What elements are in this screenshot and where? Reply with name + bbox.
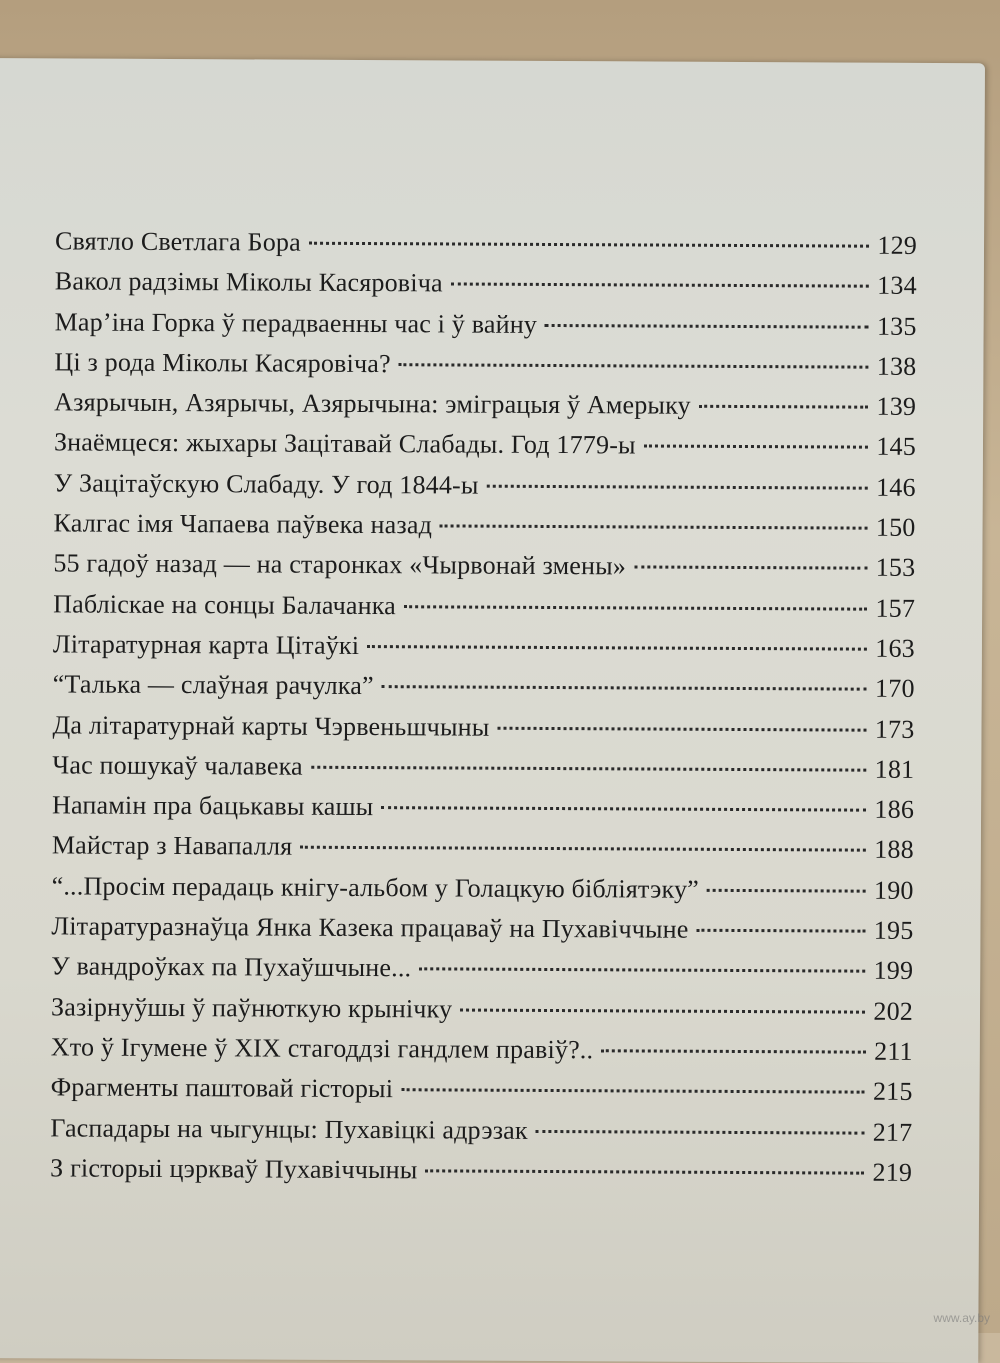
toc-entry	[51, 952, 913, 997]
book-page	[0, 58, 985, 1363]
dot-leader	[460, 1008, 865, 1013]
toc-entry	[52, 750, 914, 795]
toc-entry	[50, 1073, 912, 1118]
dot-leader	[426, 1169, 865, 1174]
toc-entry	[52, 831, 914, 876]
toc-entry-title: У вандроўках па Пухаўшчыне...	[51, 951, 412, 983]
toc-entry-title: Майстар з Навапалля	[51, 830, 293, 862]
dot-leader	[404, 605, 868, 610]
dot-leader	[382, 685, 867, 691]
dot-leader	[311, 766, 867, 772]
toc-entry	[53, 629, 915, 674]
toc-entry-page-number: 181	[874, 754, 915, 784]
toc-entry	[51, 911, 913, 956]
toc-entry	[53, 670, 915, 715]
dot-leader	[309, 242, 870, 248]
toc-entry-page-number: 134	[877, 270, 917, 301]
toc-entry-page-number: 211	[874, 1036, 913, 1066]
toc-entry-title: Святло Светлага Бора	[54, 226, 301, 257]
toc-entry-title: Напамін пра бацькавы кашы	[52, 790, 374, 822]
toc-entry-page-number: 138	[876, 351, 917, 381]
toc-entry-page-number: 219	[872, 1157, 913, 1187]
toc-entry-title: Азярычын, Азярычы, Азярычына: эміграцыя ў Амерыку	[54, 387, 691, 420]
dot-leader	[440, 524, 868, 529]
toc-entry-title: 55 гадоў назад — на старонках «Чырвонай змены»	[53, 548, 627, 581]
toc-entry-title: Час пошукаў чалавека	[52, 750, 303, 781]
dot-leader	[545, 324, 869, 329]
toc-entry-page-number: 139	[876, 391, 917, 422]
toc-entry	[52, 791, 914, 836]
toc-entry-page-number: 173	[874, 714, 915, 744]
toc-entry-title: “...Просім перадаць кнігу-альбом у Голацкую бібліятэку”	[51, 871, 700, 904]
toc-entry	[53, 549, 915, 594]
toc-entry-page-number: 186	[874, 794, 915, 825]
toc-entry-page-number: 145	[876, 432, 917, 462]
watermark: www.ay.by	[933, 1311, 990, 1325]
dot-leader	[699, 405, 869, 409]
toc-entry-page-number: 150	[875, 512, 916, 542]
toc-entry	[54, 468, 916, 513]
toc-entry-title: Знаёмцеся: жыхары Зацітавай Слабады. Год 1779-ы	[53, 427, 636, 460]
dot-leader	[707, 889, 866, 893]
toc-entry	[54, 428, 916, 473]
toc-entry-title: З гісторыі цэркваў Пухавіччыны	[50, 1153, 418, 1185]
toc-entry	[55, 226, 917, 271]
toc-entry-page-number: 153	[875, 553, 916, 583]
dot-leader	[367, 645, 867, 651]
toc-entry-title: Ці з рода Міколы Касяровіча?	[54, 347, 391, 379]
toc-entry-page-number: 190	[873, 875, 914, 905]
toc-entry-title: Калгас імя Чапаева паўвека назад	[53, 508, 433, 540]
toc-entry-page-number: 157	[875, 593, 916, 623]
dot-leader	[487, 484, 869, 489]
toc-entry	[54, 388, 916, 433]
toc-entry-page-number: 217	[872, 1117, 913, 1147]
toc-entry-page-number: 135	[876, 311, 917, 341]
toc-entry-title: “Талька — слаўная рачулка”	[52, 669, 374, 701]
toc-entry-page-number: 202	[873, 996, 914, 1026]
dot-leader	[634, 566, 868, 570]
toc-entry	[51, 992, 913, 1037]
dot-leader	[536, 1129, 865, 1134]
toc-entry	[51, 1032, 913, 1077]
toc-entry-title: Мар’іна Горка ў перадваенны час і ў вайну	[54, 306, 538, 339]
toc-entry-page-number: 129	[877, 230, 918, 260]
dot-leader	[401, 1088, 865, 1093]
toc-entry-page-number: 146	[876, 472, 916, 502]
toc-entry-title: Да літаратурнай карты Чэрвеньшчыны	[52, 709, 490, 742]
toc-entry	[50, 1153, 912, 1198]
toc-entry-title: У Зацітаўскую Слабаду. У год 1844-ы	[53, 468, 479, 500]
table-of-contents	[50, 226, 917, 1198]
toc-entry-title: Літаратуразнаўца Янка Казека працаваў на Пухавіччыне	[51, 911, 689, 944]
toc-entry	[54, 307, 916, 352]
dot-leader	[497, 726, 866, 731]
toc-entry-title: Хто ў Ігумене ў XIX стагоддзі гандлем правіў?..	[50, 1032, 594, 1065]
toc-entry-title: Літаратурная карта Цітаўкі	[52, 629, 360, 660]
dot-leader	[381, 806, 866, 812]
dot-leader	[644, 445, 869, 449]
toc-entry-title: Вакол радзімы Міколы Касяровіча	[54, 266, 443, 298]
toc-entry-page-number: 195	[873, 915, 914, 945]
toc-entry-title: Фрагменты паштовай гісторыі	[50, 1072, 394, 1104]
toc-entry-page-number: 188	[874, 835, 914, 865]
toc-entry-page-number: 199	[873, 956, 914, 986]
toc-entry	[55, 267, 917, 312]
toc-entry-page-number: 170	[875, 673, 915, 704]
toc-entry	[52, 871, 914, 916]
toc-entry	[54, 347, 916, 392]
toc-entry	[50, 1113, 912, 1158]
toc-entry-title: Зазірнуўшы ў паўнюткую крынічку	[50, 992, 453, 1024]
dot-leader	[300, 846, 866, 852]
dot-leader	[419, 968, 865, 973]
toc-entry-page-number: 163	[875, 633, 915, 663]
toc-entry	[52, 710, 914, 755]
toc-entry	[53, 508, 915, 553]
dot-leader	[697, 929, 866, 933]
toc-entry	[53, 589, 915, 634]
dot-leader	[399, 363, 869, 368]
toc-entry-title: Гаспадары на чыгунцы: Пухавіцкі адрэзак	[50, 1112, 528, 1145]
dot-leader	[451, 283, 869, 288]
dot-leader	[601, 1049, 866, 1053]
toc-entry-title: Пабліскае на сонцы Балачанка	[53, 589, 397, 620]
toc-entry-page-number: 215	[872, 1076, 913, 1107]
